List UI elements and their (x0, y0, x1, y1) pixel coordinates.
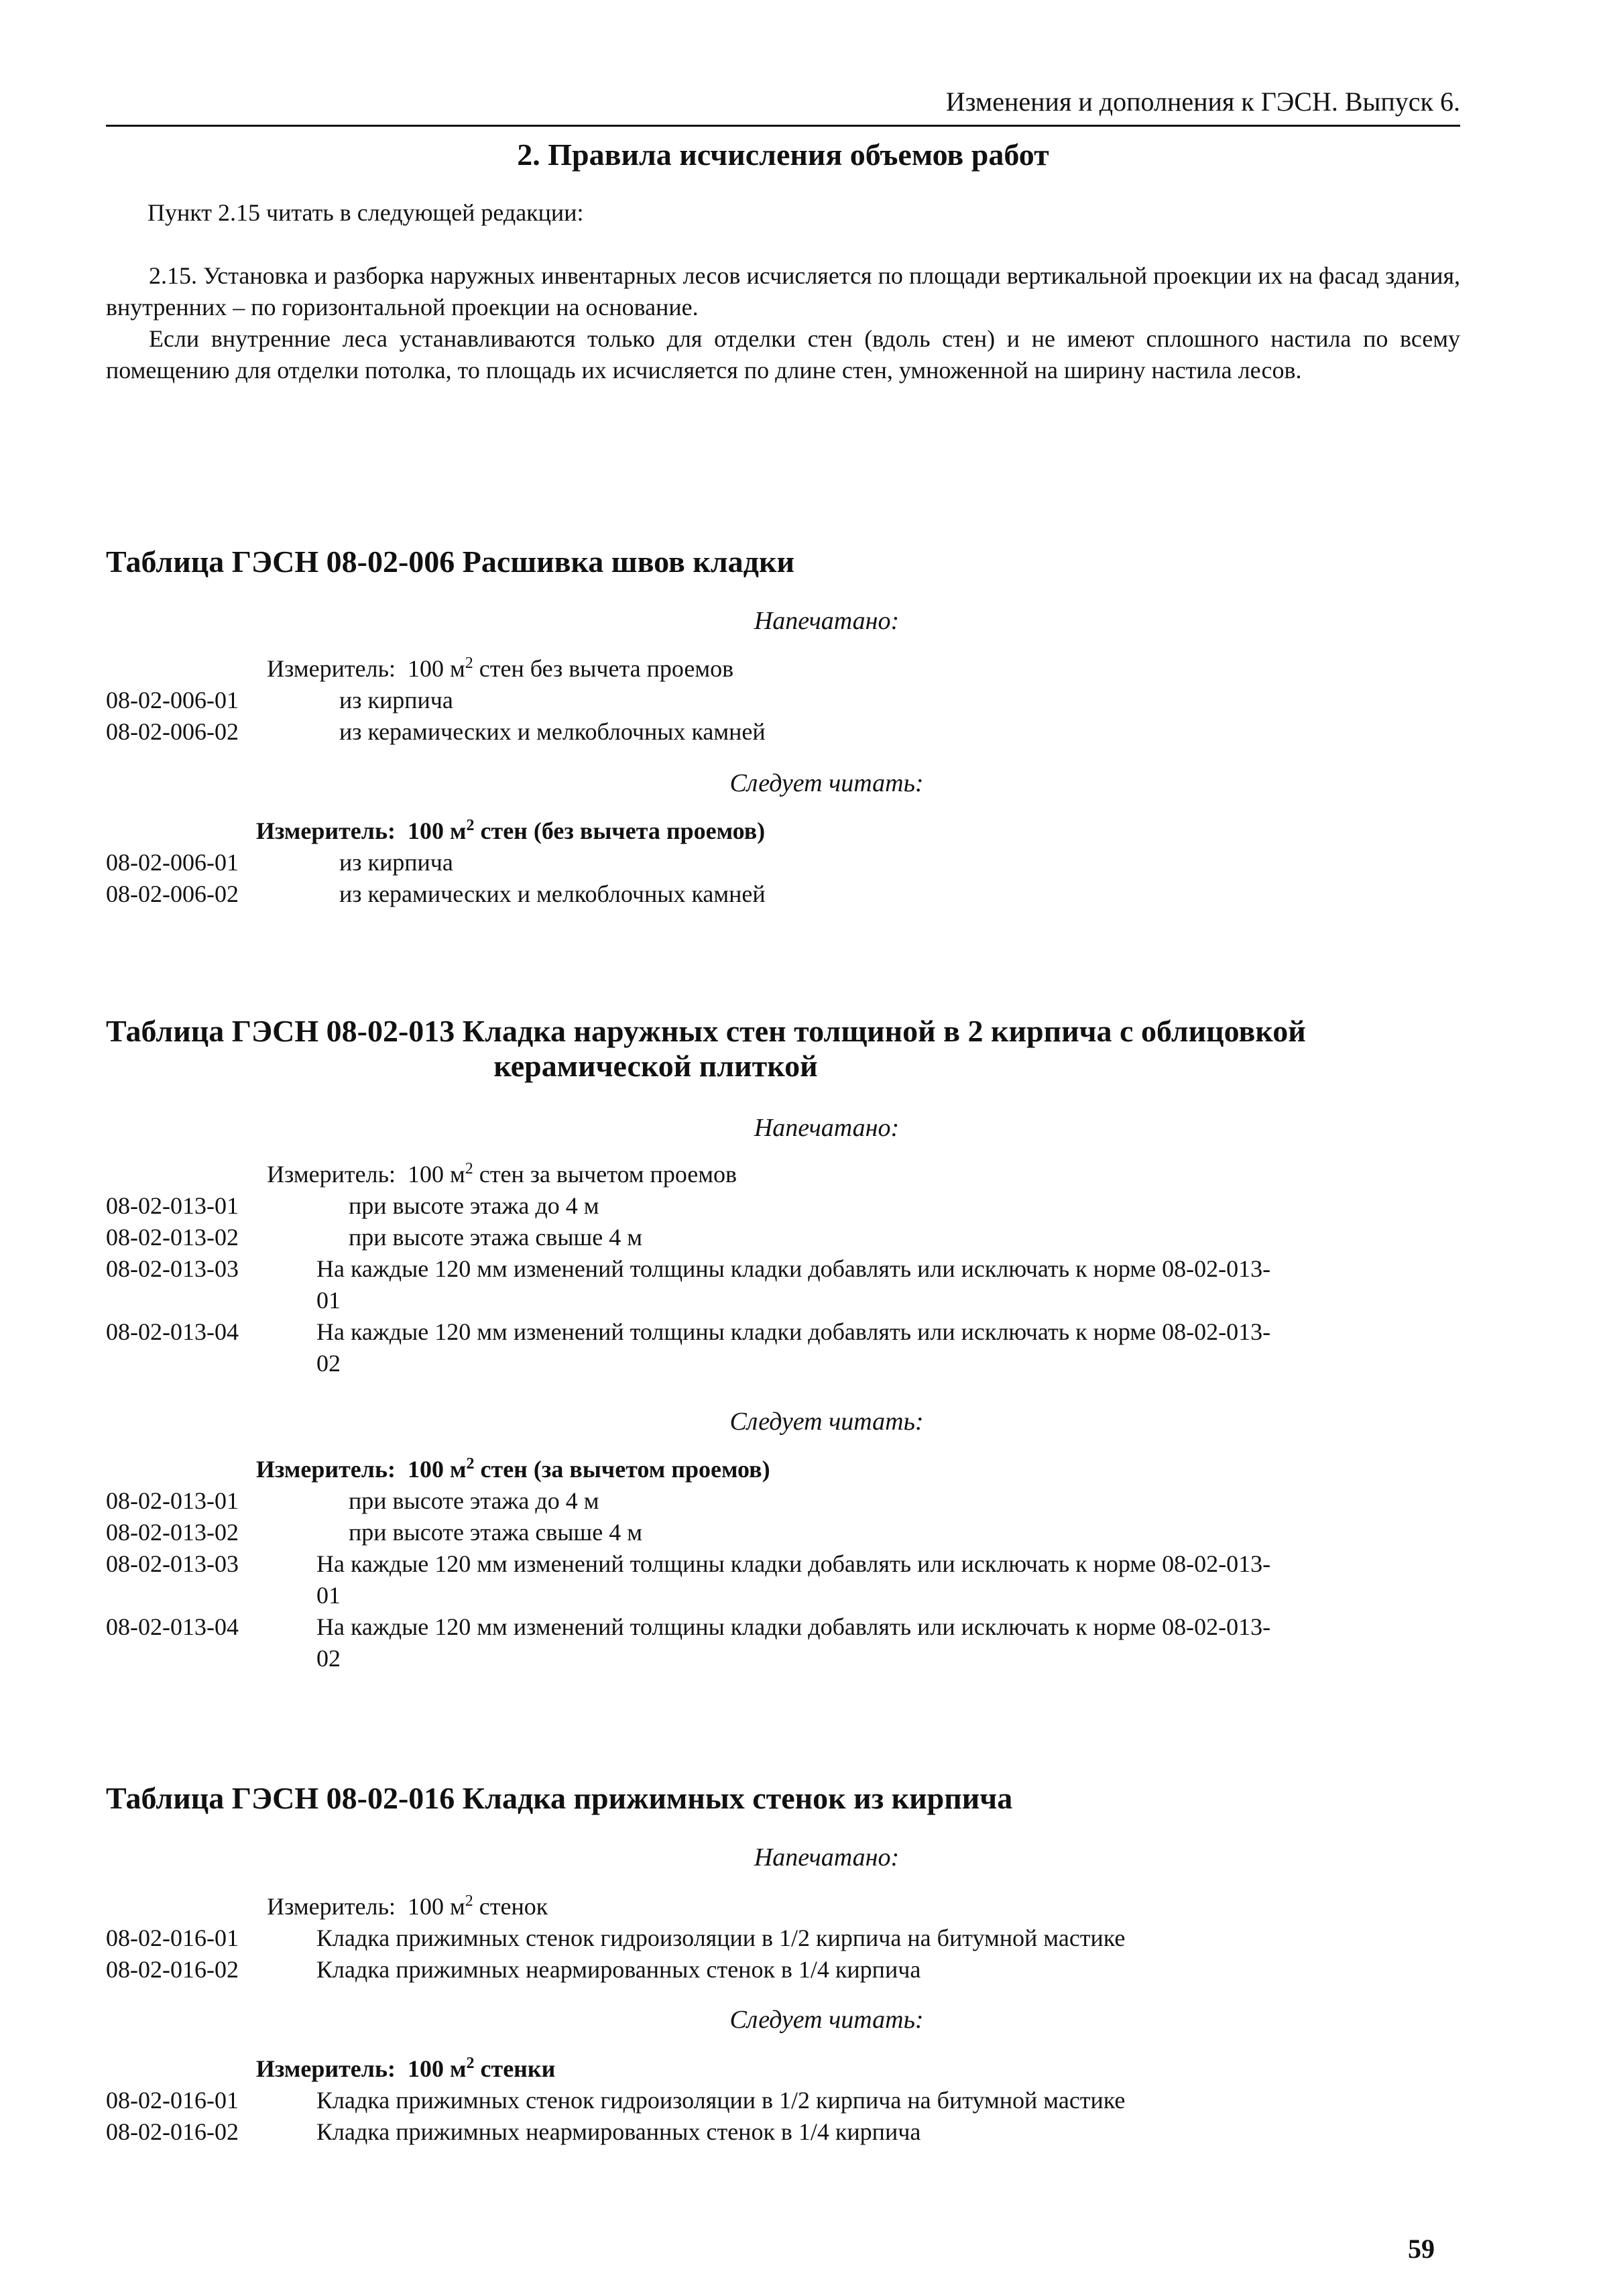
table-row: 08-02-013-04 На каждые 120 мм изменений толщины кладки добавлять или исключать к норме 08-02-013- 02 (106, 1318, 1271, 1377)
measure-row (106, 1891, 1460, 1922)
table-row: 08-02-013-04 На каждые 120 мм изменений толщины кладки добавлять или исключать к норме 08-02-013- 02 (106, 1613, 1271, 1672)
measure-value: 100 $м^2$ стен без вычета проемов (408, 654, 734, 682)
table-row: 08-02-006-01 из кирпича (106, 849, 453, 876)
section-paragraphs (106, 260, 1460, 386)
table-row: 08-02-016-01 Кладка прижимных стенок гидроизоляции в 1/2 кирпича на битумной мастике (106, 2087, 1126, 2114)
table-08-02-006-read (106, 815, 1460, 910)
measure-row (106, 2053, 1460, 2085)
paragraph-2-15: 2.15. Установка и разборка наружных инвентарных лесов исчисляется по площади вертикальной проекции их на фасад здания, внутренних – по горизонтальной проекции на основание. (106, 262, 1460, 321)
table-row: 08-02-016-02 Кладка прижимных неармированных стенок в 1/4 кирпича (106, 1956, 921, 1983)
table-08-02-013-title: Таблица ГЭСН 08-02-013 Кладка наружных стен толщиной в 2 кирпича с облицовкой керамической плиткой (106, 1014, 1306, 1083)
table-row: 08-02-013-02 при высоте этажа свыше 4 м (106, 1224, 643, 1251)
table-08-02-013-read (106, 1454, 1460, 1674)
section-title: 2. Правила исчисления объемов работ (517, 137, 1049, 172)
printed-heading: Напечатано: (754, 1114, 900, 1142)
measure-row (106, 1159, 1460, 1190)
paragraph-inner-scaffold: Если внутренние леса устанавливаются только для отделки стен (вдоль стен) и не имеют сплошного настила по всему помещению для отделки потолка, то площадь их исчисляется по длине стен, умноженной на ширину настила лесов. (106, 325, 1460, 384)
measure-value: 100 $м^2$ стен (за вычетом проемов) (408, 1455, 770, 1483)
measure-value: 100 $м^2$ стенки (408, 2055, 556, 2082)
table-08-02-006-printed (106, 653, 1460, 748)
table-08-02-016-read (106, 2053, 1460, 2148)
read-heading: Следует читать: (729, 2006, 924, 2034)
measure-value: 100 $м^2$ стенок (408, 1892, 548, 1920)
header-rule (106, 125, 1460, 127)
table-08-02-016-printed (106, 1891, 1460, 1986)
table-row: 08-02-006-02 из керамических и мелкоблочных камней (106, 880, 766, 907)
measure-label: Измеритель: (255, 817, 396, 844)
read-heading: Следует читать: (729, 1408, 924, 1436)
measure-row (106, 653, 1460, 685)
table-row: 08-02-013-02 при высоте этажа свыше 4 м (106, 1519, 643, 1546)
table-row: 08-02-013-01 при высоте этажа до 4 м (106, 1487, 599, 1514)
table-row: 08-02-006-02 из керамических и мелкоблочных камней (106, 718, 766, 745)
table-row: 08-02-013-03 На каждые 120 мм изменений толщины кладки добавлять или исключать к норме 08-02-013- 01 (106, 1550, 1271, 1609)
printed-heading: Напечатано: (754, 1843, 900, 1872)
measure-label: Измеритель: (267, 655, 396, 682)
table-row: 08-02-013-03 На каждые 120 мм изменений толщины кладки добавлять или исключать к норме 08-02-013- 01 (106, 1255, 1271, 1314)
table-08-02-016-title: Таблица ГЭСН 08-02-016 Кладка прижимных стенок из кирпича (106, 1781, 1013, 1815)
measure-label: Измеритель: (255, 2055, 396, 2082)
table-row: 08-02-006-01 из кирпича (106, 687, 453, 713)
table-08-02-013-printed (106, 1159, 1460, 1379)
table-row: 08-02-016-01 Кладка прижимных стенок гидроизоляции в 1/2 кирпича на битумной мастике (106, 1925, 1126, 1951)
page-number: 59 (1408, 2234, 1435, 2264)
measure-value: 100 $м^2$ стен за вычетом проемов (408, 1160, 737, 1188)
section-intro: Пункт 2.15 читать в следующей редакции: (147, 199, 584, 226)
measure-label: Измеритель: (267, 1893, 396, 1920)
running-header: Изменения и дополнения к ГЭСН. Выпуск 6. (945, 87, 1460, 117)
measure-row (106, 1454, 1460, 1485)
measure-label: Измеритель: (255, 1456, 396, 1483)
measure-label: Измеритель: (267, 1161, 396, 1188)
table-row: 08-02-016-02 Кладка прижимных неармированных стенок в 1/4 кирпича (106, 2118, 921, 2145)
measure-value: 100 $м^2$ стен (без вычета проемов) (408, 817, 766, 844)
table-row: 08-02-013-01 при высоте этажа до 4 м (106, 1192, 599, 1219)
table-08-02-006-title: Таблица ГЭСН 08-02-006 Расшивка швов кладки (106, 544, 794, 579)
read-heading: Следует читать: (729, 769, 924, 797)
measure-row (106, 815, 1460, 847)
printed-heading: Напечатано: (754, 607, 900, 635)
